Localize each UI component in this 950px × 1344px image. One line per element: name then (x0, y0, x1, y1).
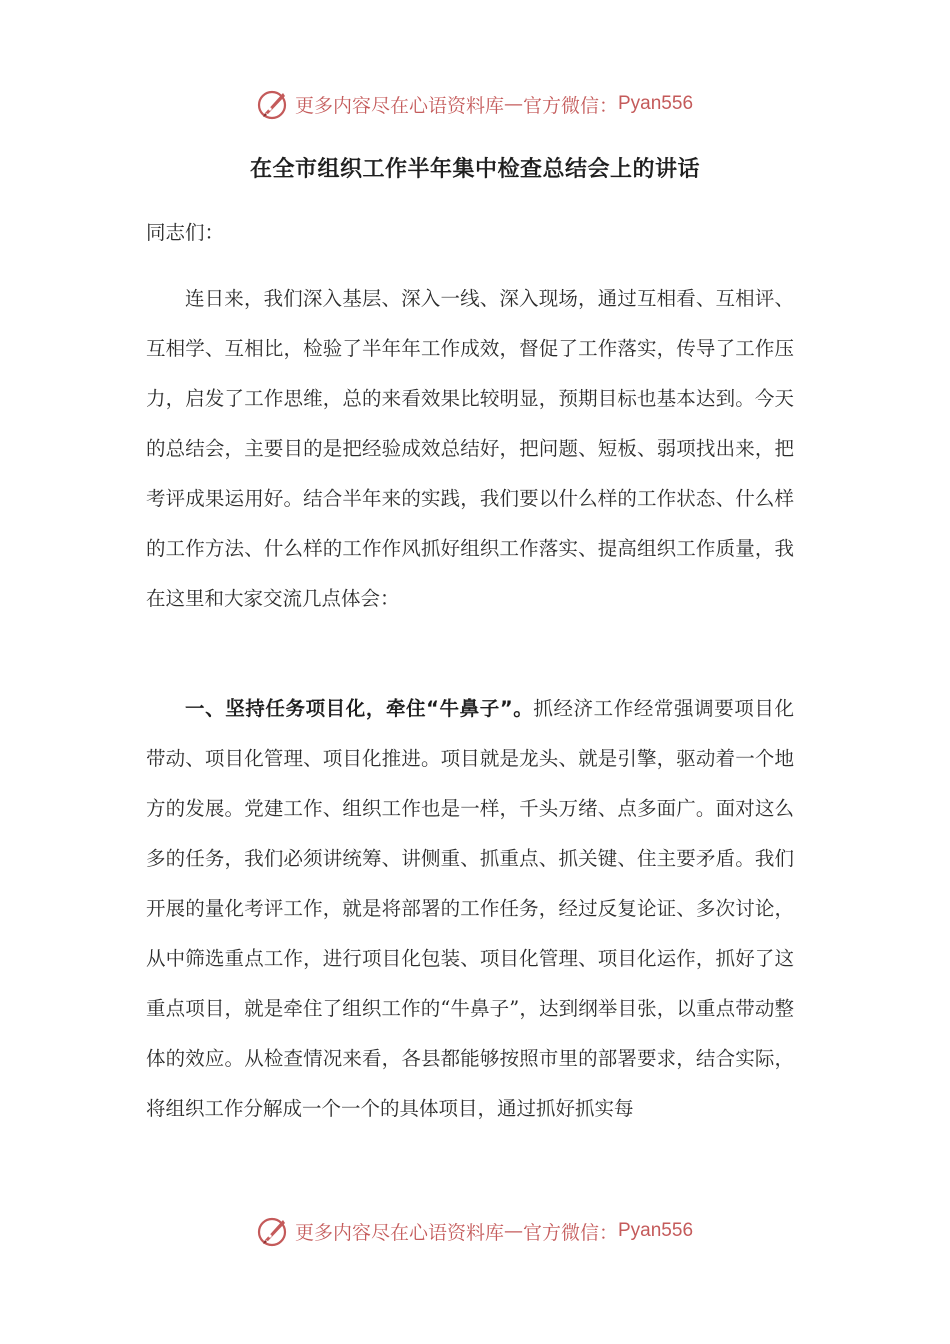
quill-pen-logo-icon (257, 87, 291, 121)
document-title: 在全市组织工作半年集中检查总结会上的讲话 (249, 157, 700, 182)
banner-dash: — (503, 93, 523, 115)
banner-wechat-label: 官方微信： (522, 1221, 618, 1244)
section-1-body: 抓经济工作经常强调要项目化带动、项目化管理、项目化推进。项目就是龙头、就是引擎，驱动着一个地方的发展。党建工作、组织工作也是一样，千头万绪、点多面广。面对这么多的任务，我们必须讲统筹、讲侧重、抓重点、抓关键、住主要矛盾。我们开展的量化考评工作，就是将部署的工作任务，经过反复论证、多次讨论，从中筛选重点工作，进行项目化包装、项目化管理、项目化运作，抓好了这重点项目，就是牵住了组织工作的“牛鼻子”，达到纲举目张，以重点带动整体的效应。从检查情况来看，各县都能够按照市里的部署要求，结合实际，将组织工作分解成一个一个的具体项目，通过抓好抓实每 (146, 697, 794, 1120)
salutation: 同志们： (146, 221, 225, 244)
paragraph-intro: 连日来，我们深入基层、深入一线、深入现场，通过互相看、互相评、互相学、互相比，检验了半年年工作成效，督促了工作落实，传导了工作压力，启发了工作思维，总的来看效果比较明显，预期目标也基本达到。今天的总结会，主要目的是把经验成效总结好，把问题、短板、弱项找出来，把考评成果运用好。结合半年来的实践，我们要以什么样的工作状态、什么样的工作方法、什么样的工作作风抓好组织工作落实、提高组织工作质量，我在这里和大家交流几点体会： (146, 287, 794, 610)
quill-pen-logo-icon (257, 1214, 291, 1248)
paragraph-section-1 (146, 684, 794, 1134)
header-watermark-banner (0, 84, 950, 124)
footer-watermark-banner (0, 1211, 950, 1251)
banner-text: 更多内容尽在心语资料库 (294, 94, 504, 117)
banner-wechat-id: Pyan556 (618, 93, 694, 114)
section-1-heading: 一、坚持任务项目化，牵住“牛鼻子”。 (185, 697, 534, 720)
banner-wechat-label: 官方微信： (522, 94, 618, 117)
banner-wechat-id: Pyan556 (618, 1220, 694, 1241)
banner-text: 更多内容尽在心语资料库 (294, 1221, 504, 1244)
banner-dash: — (503, 1220, 523, 1242)
